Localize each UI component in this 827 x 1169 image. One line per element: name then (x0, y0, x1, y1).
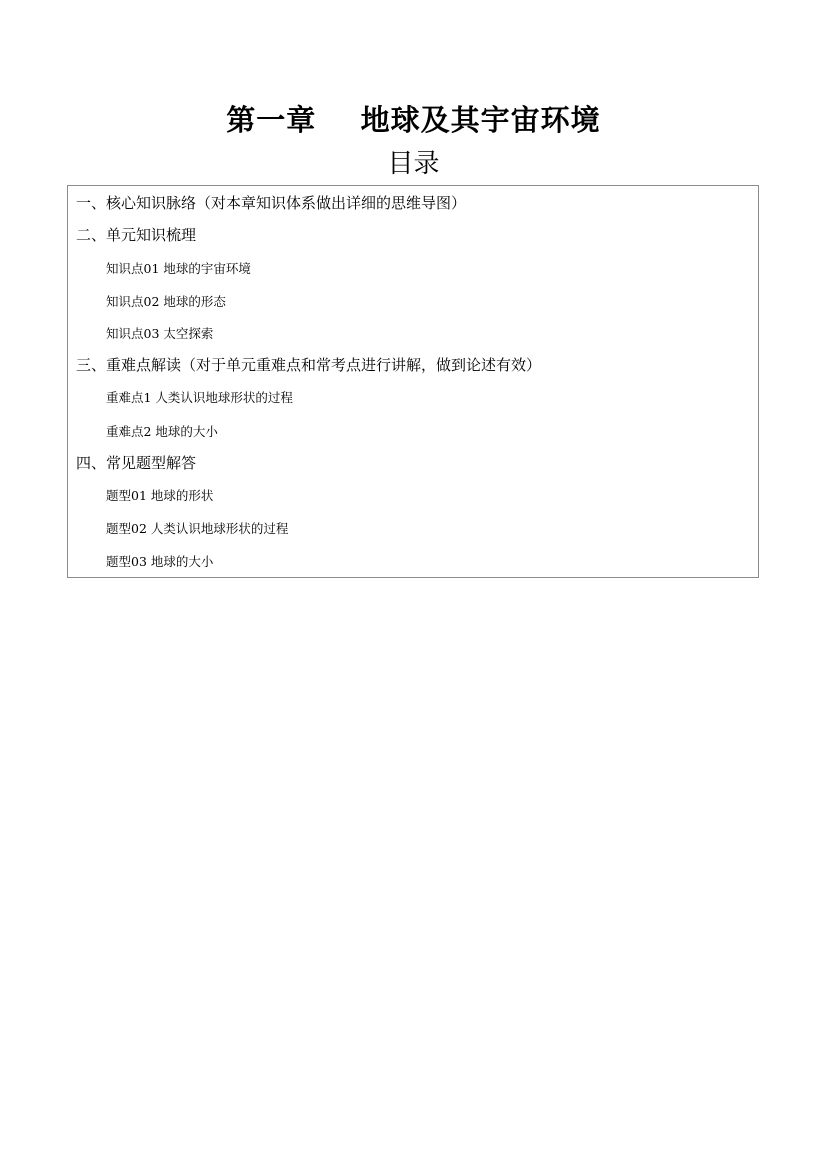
toc-subitem-knowledge-03[interactable]: 知识点03 太空探索 (106, 326, 214, 341)
toc-heading: 目录 (387, 149, 440, 179)
toc-item-question-types[interactable]: 四、常见题型解答 (76, 454, 197, 472)
toc-subitem-question-01[interactable]: 题型01 地球的形状 (106, 488, 214, 503)
toc-box (67, 185, 759, 578)
toc-subitem-question-03[interactable]: 题型03 地球的大小 (106, 554, 214, 569)
toc-item-unit-knowledge[interactable]: 二、单元知识梳理 (76, 226, 197, 244)
toc-item-key-difficulties[interactable]: 三、重难点解读（对于单元重难点和常考点进行讲解，做到论述有效） (76, 356, 542, 374)
toc-subitem-knowledge-02[interactable]: 知识点02 地球的形态 (106, 294, 226, 309)
page-title: 第一章 地球及其宇宙环境 (226, 103, 601, 137)
toc-subitem-difficulty-2[interactable]: 重难点2 地球的大小 (106, 424, 218, 439)
toc-subitem-knowledge-01[interactable]: 知识点01 地球的宇宙环境 (106, 261, 251, 276)
toc-subitem-question-02[interactable]: 题型02 人类认识地球形状的过程 (106, 521, 289, 536)
toc-item-core-knowledge[interactable]: 一、核心知识脉络（对本章知识体系做出详细的思维导图） (76, 194, 467, 212)
toc-subitem-difficulty-1[interactable]: 重难点1 人类认识地球形状的过程 (106, 390, 293, 405)
